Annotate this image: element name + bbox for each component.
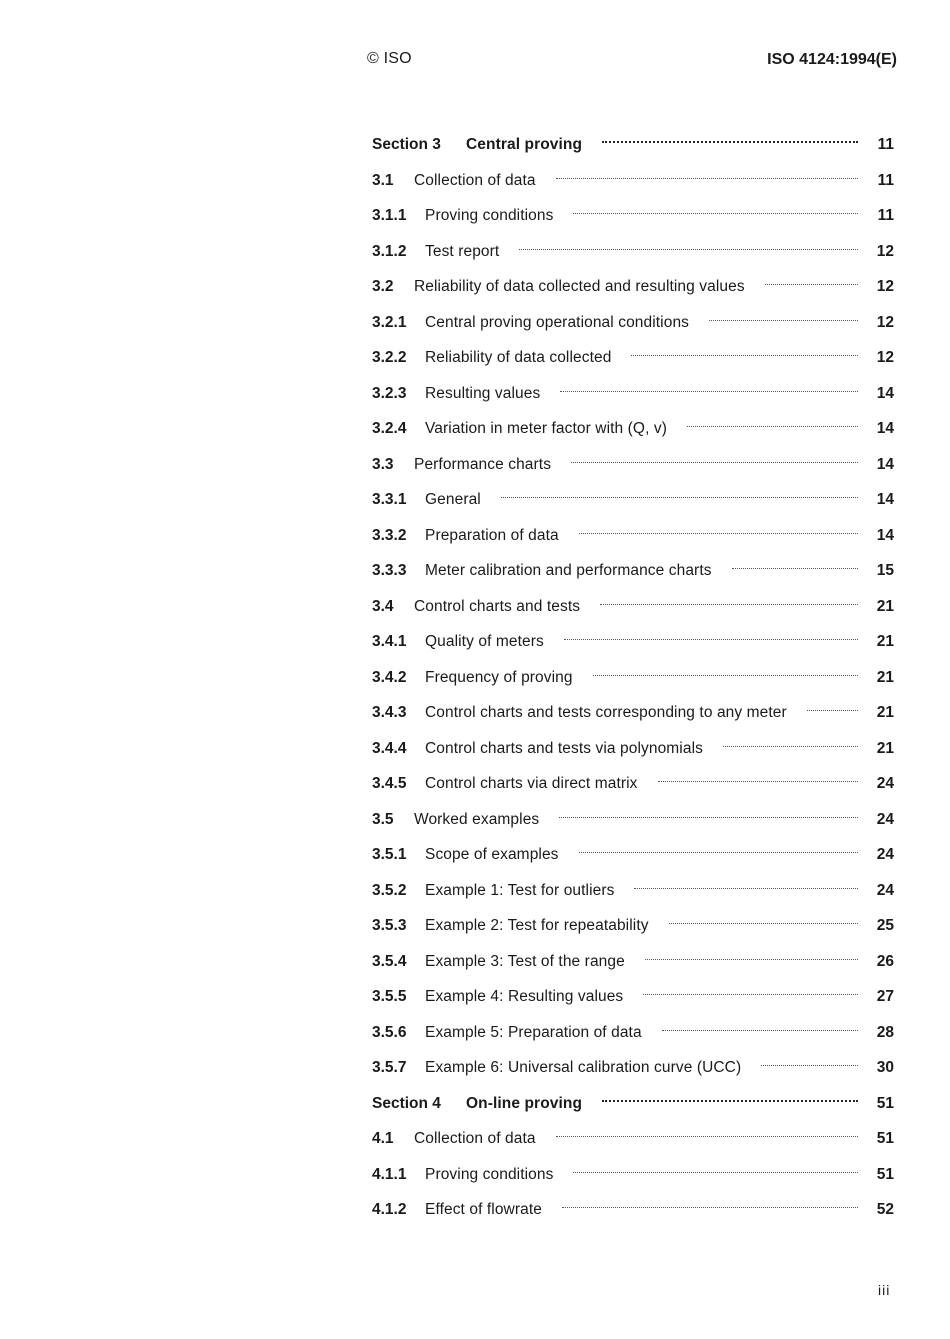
toc-entry-number: 3.4.5 <box>372 775 407 792</box>
toc-entry-title: Proving conditions <box>425 1165 554 1183</box>
toc-entry-page: 28 <box>876 1023 894 1041</box>
toc-entry[interactable] <box>372 411 894 447</box>
toc-entry[interactable] <box>372 447 894 483</box>
dot-leader <box>723 746 858 747</box>
toc-entry-number: 3.5.7 <box>372 1059 407 1076</box>
toc-entry-page: 21 <box>876 668 894 686</box>
toc-entry-title: General <box>425 491 481 508</box>
toc-entry-page: 12 <box>876 349 894 366</box>
dot-leader <box>562 1207 858 1208</box>
toc-entry-page: 52 <box>876 1201 894 1218</box>
toc-entry-number: 4.1.2 <box>372 1201 407 1218</box>
toc-entry-page: 15 <box>876 562 894 579</box>
toc-entry-title: Example 4: Resulting values <box>425 988 624 1005</box>
toc-entry-title: Variation in meter factor with (Q, v) <box>425 420 668 437</box>
toc-entry-title: Resulting values <box>425 384 541 402</box>
dot-leader <box>501 497 858 498</box>
toc-entry-number: 3.4 <box>372 597 394 615</box>
dot-leader <box>556 178 858 179</box>
dot-leader <box>765 284 858 285</box>
toc-entry-page: 14 <box>876 420 894 437</box>
toc-entry[interactable] <box>372 624 894 660</box>
toc-entry-number: 3.5.5 <box>372 988 407 1005</box>
toc-entry[interactable] <box>372 269 894 305</box>
toc-entry-title: Preparation of data <box>425 526 559 544</box>
toc-entry-number: 3.4.4 <box>372 739 407 757</box>
toc-entry[interactable] <box>372 660 894 696</box>
dot-leader <box>602 1100 858 1102</box>
dot-leader <box>564 639 858 640</box>
toc-entry[interactable] <box>372 944 894 980</box>
toc-entry-title: Performance charts <box>414 455 552 473</box>
toc-entry-page: 14 <box>876 455 894 473</box>
toc-entry[interactable] <box>372 1050 894 1086</box>
toc-entry-page: 12 <box>876 278 894 295</box>
toc-entry[interactable] <box>372 553 894 589</box>
toc-entry-number: 3.1 <box>372 171 394 189</box>
toc-entry-title: Collection of data <box>414 171 536 189</box>
dot-leader <box>556 1136 858 1137</box>
toc-entry-page: 14 <box>876 526 894 544</box>
toc-entry-page: 24 <box>876 881 894 899</box>
toc-entry-page: 51 <box>876 1130 894 1147</box>
toc-entry[interactable] <box>372 1015 894 1051</box>
toc-entry-title: Central proving operational conditions <box>425 313 690 331</box>
toc-entry-number: 4.1 <box>372 1130 394 1147</box>
toc-entry-title: Reliability of data collected and resulting values <box>414 278 745 295</box>
toc-entry-page: 24 <box>876 846 894 863</box>
toc-entry-page: 12 <box>876 313 894 331</box>
toc-entry-number: 3.4.3 <box>372 704 407 721</box>
toc-entry-number: 3.2.3 <box>372 384 407 402</box>
toc-entry-page: 51 <box>876 1094 894 1112</box>
toc-entry-title: Frequency of proving <box>425 668 573 686</box>
toc-entry[interactable] <box>372 802 894 838</box>
standard-designation: ISO 4124:1994(E) <box>767 51 897 68</box>
toc-entry-title: Meter calibration and performance charts <box>425 562 712 579</box>
toc-entry-title: Example 1: Test for outliers <box>425 881 615 899</box>
toc-entry-title: Control charts and tests via polynomials <box>425 739 703 757</box>
toc-entry-title: Quality of meters <box>425 633 544 650</box>
toc-entry[interactable] <box>372 518 894 554</box>
dot-leader <box>571 462 858 463</box>
dot-leader <box>709 320 858 321</box>
toc-entry-title: Worked examples <box>414 810 540 828</box>
toc-entry-title: Reliability of data collected <box>425 349 612 366</box>
toc-entry-title: Proving conditions <box>425 207 554 224</box>
dot-leader <box>519 249 858 250</box>
toc-entry-page: 11 <box>877 136 894 153</box>
toc-entry[interactable] <box>372 695 894 731</box>
dot-leader <box>579 852 858 853</box>
toc-entry-page: 30 <box>876 1059 894 1076</box>
dot-leader <box>732 568 858 569</box>
toc-entry-page: 14 <box>876 384 894 402</box>
toc-entry-number: 3.4.1 <box>372 633 407 650</box>
toc-entry-page: 24 <box>876 810 894 828</box>
toc-entry-number: 3.2 <box>372 278 394 295</box>
toc-entry[interactable] <box>372 1121 894 1157</box>
toc-entry-page: 21 <box>876 739 894 757</box>
toc-entry[interactable] <box>372 198 894 234</box>
dot-leader <box>643 994 858 995</box>
toc-entry-number: 3.3 <box>372 455 394 473</box>
toc-entry-title: Central proving <box>466 136 583 153</box>
toc-entry-title: Control charts and tests corresponding to any meter <box>425 704 787 721</box>
dot-leader <box>761 1065 858 1066</box>
toc-entry[interactable] <box>372 1157 894 1193</box>
toc-entry-page: 14 <box>876 491 894 508</box>
toc-entry-title: Collection of data <box>414 1130 536 1147</box>
toc-entry-number: 3.2.2 <box>372 349 407 366</box>
page-number: iii <box>878 1282 891 1298</box>
toc-entry-title: Scope of examples <box>425 846 559 863</box>
toc-entry[interactable] <box>372 979 894 1015</box>
page-header <box>367 48 897 74</box>
table-of-contents <box>372 127 894 1228</box>
toc-entry-title: Test report <box>425 242 500 260</box>
toc-entry[interactable] <box>372 1192 894 1228</box>
toc-entry[interactable] <box>372 589 894 625</box>
dot-leader <box>600 604 858 605</box>
toc-entry-page: 11 <box>877 171 894 189</box>
toc-entry-number: 3.5.6 <box>372 1023 407 1041</box>
toc-entry-page: 27 <box>876 988 894 1005</box>
toc-entry-number: 3.5.4 <box>372 952 407 970</box>
dot-leader <box>631 355 858 356</box>
toc-entry-title: Example 2: Test for repeatability <box>425 917 649 934</box>
toc-entry-number: 4.1.1 <box>372 1165 407 1183</box>
toc-entry[interactable] <box>372 305 894 341</box>
toc-entry[interactable] <box>372 163 894 199</box>
toc-entry[interactable] <box>372 837 894 873</box>
toc-entry-page: 11 <box>877 207 894 224</box>
toc-entry-page: 25 <box>876 917 894 934</box>
toc-entry[interactable] <box>372 127 894 163</box>
dot-leader <box>573 1172 858 1173</box>
toc-entry-page: 21 <box>876 704 894 721</box>
dot-leader <box>579 533 858 534</box>
dot-leader <box>602 141 858 143</box>
toc-entry-number: 3.4.2 <box>372 668 407 686</box>
toc-entry-number: Section 4 <box>372 1094 441 1112</box>
dot-leader <box>560 391 858 392</box>
toc-entry-number: Section 3 <box>372 136 441 153</box>
toc-entry-number: 3.1.1 <box>372 207 407 224</box>
toc-entry-number: 3.5.1 <box>372 846 407 863</box>
toc-entry-number: 3.2.4 <box>372 420 407 437</box>
dot-leader <box>687 426 858 427</box>
dot-leader <box>658 781 858 782</box>
toc-entry-page: 12 <box>876 242 894 260</box>
toc-entry-number: 3.5.2 <box>372 881 407 899</box>
toc-entry-number: 3.5 <box>372 810 394 828</box>
toc-entry-page: 21 <box>876 597 894 615</box>
toc-entry-page: 21 <box>876 633 894 650</box>
toc-entry-title: Control charts and tests <box>414 597 581 615</box>
toc-entry-title: Control charts via direct matrix <box>425 775 638 792</box>
dot-leader <box>573 213 858 214</box>
toc-entry-number: 3.5.3 <box>372 917 407 934</box>
toc-entry-title: Example 3: Test of the range <box>425 952 625 970</box>
dot-leader <box>662 1030 858 1031</box>
dot-leader <box>593 675 858 676</box>
toc-entry-page: 26 <box>876 952 894 970</box>
toc-entry[interactable] <box>372 376 894 412</box>
toc-entry-page: 24 <box>876 775 894 792</box>
toc-entry-page: 51 <box>876 1165 894 1183</box>
toc-entry-title: Effect of flowrate <box>425 1201 542 1218</box>
toc-entry[interactable] <box>372 873 894 909</box>
toc-entry-number: 3.3.2 <box>372 526 407 544</box>
toc-entry-number: 3.2.1 <box>372 313 407 331</box>
toc-entry[interactable] <box>372 234 894 270</box>
dot-leader <box>645 959 858 960</box>
copyright-notice: © ISO <box>367 50 412 67</box>
dot-leader <box>669 923 858 924</box>
toc-entry-number: 3.1.2 <box>372 242 407 260</box>
toc-entry[interactable] <box>372 731 894 767</box>
toc-entry[interactable] <box>372 1086 894 1122</box>
dot-leader <box>559 817 858 818</box>
toc-entry-title: Example 5: Preparation of data <box>425 1023 642 1041</box>
toc-entry-number: 3.3.3 <box>372 562 407 579</box>
toc-entry[interactable] <box>372 766 894 802</box>
toc-entry-title: Example 6: Universal calibration curve (UCC) <box>425 1059 742 1076</box>
toc-entry-number: 3.3.1 <box>372 491 407 508</box>
dot-leader <box>634 888 858 889</box>
toc-entry-title: On-line proving <box>466 1094 583 1112</box>
toc-entry[interactable] <box>372 482 894 518</box>
toc-entry[interactable] <box>372 908 894 944</box>
toc-entry[interactable] <box>372 340 894 376</box>
dot-leader <box>807 710 858 711</box>
